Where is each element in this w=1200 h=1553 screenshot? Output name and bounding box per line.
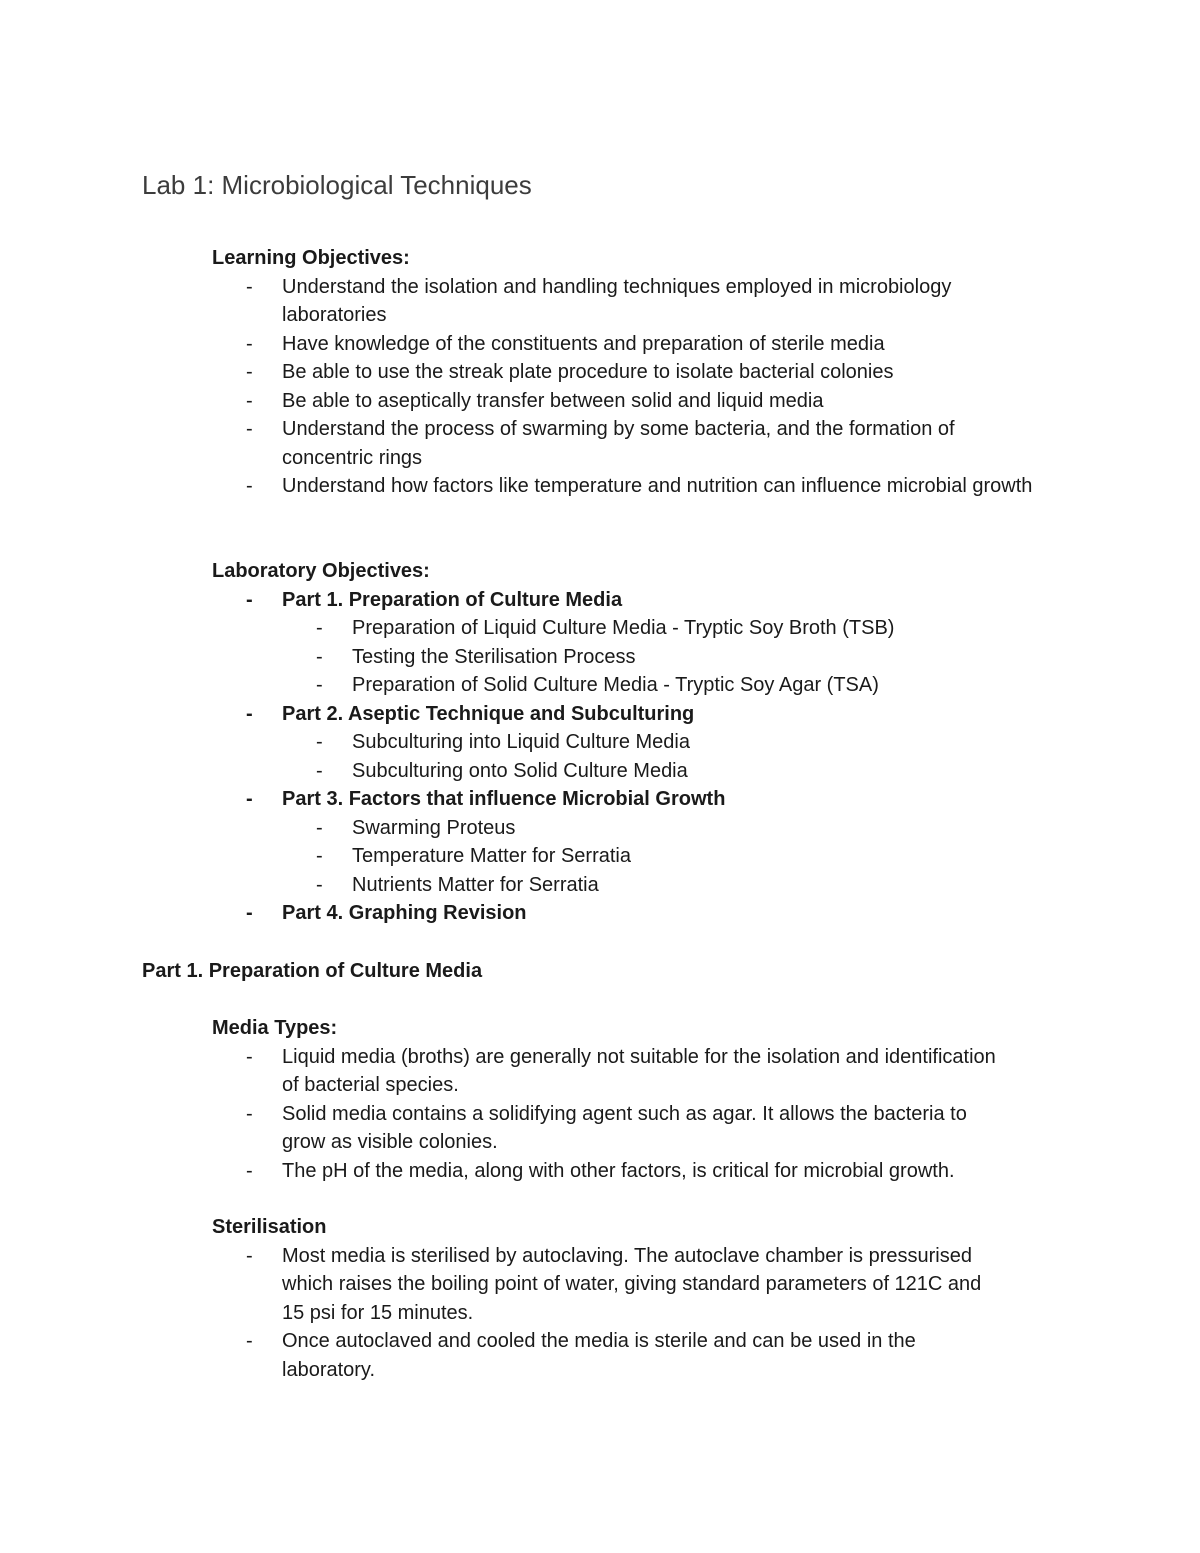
list-item: - Be able to use the streak plate procedure to isolate bacterial colonies [246,361,894,383]
list-item: - Subculturing into Liquid Culture Media [316,731,690,753]
lab-part-1: - Part 1. Preparation of Culture Media [246,588,623,611]
lab-part-label: Part 4. Graphing Revision [282,902,527,924]
learning-objectives-section [212,244,1062,501]
list-item: - Be able to aseptically transfer between solid and liquid media [246,389,824,412]
list-item: - The pH of the media, along with other factors, is critical for microbial growth. [246,1159,955,1182]
lab-part-3-items [212,814,1062,900]
document-title: Lab 1: Microbiological Techniques [142,170,532,200]
laboratory-objectives-section [212,557,1062,928]
list-item: - Solid media contains a solidifying agent such as agar. It allows the bacteria to grow as visible colonies. [246,1102,967,1153]
laboratory-parts-list [212,586,1062,615]
lab-part-label: Part 3. Factors that influence Microbial Growth [282,788,726,810]
list-item: - Testing the Sterilisation Process [316,645,636,668]
list-item: - Most media is sterilised by autoclaving. The autoclave chamber is pressurised which raises the boiling point of water, giving standard parameters of 121C and 15 psi for 15 minutes. [246,1244,982,1324]
media-types-heading: Media Types: [212,1017,338,1039]
lab-part-1-items [212,614,1062,700]
list-item: - Preparation of Solid Culture Media - Tryptic Soy Agar (TSA) [316,674,879,696]
sterilisation-section [212,1213,1092,1384]
learning-objectives-heading: Learning Objectives: [212,247,410,269]
list-item: - Have knowledge of the constituents and preparation of sterile media [246,332,885,355]
lab-part-2-list [212,700,1062,729]
list-item: - Understand the isolation and handling techniques employed in microbiology laboratories [246,275,952,326]
sterilisation-heading: Sterilisation [212,1216,327,1238]
list-item: - Understand how factors like temperature and nutrition can influence microbial growth [246,475,1033,497]
list-item: - Preparation of Liquid Culture Media - Tryptic Soy Broth (TSB) [316,617,895,639]
lab-part-label: Part 1. Preparation of Culture Media [282,588,623,611]
part1-section [142,957,482,986]
sterilisation-list [212,1242,1092,1385]
list-item: - Temperature Matter for Serratia [316,845,631,867]
media-types-section [212,1014,1092,1185]
lab-part-2: - Part 2. Aseptic Technique and Subculturing [246,702,695,725]
list-item: - Liquid media (broths) are generally not suitable for the isolation and identification of bacterial species. [246,1045,996,1096]
lab-part-2-items [212,728,1062,785]
lab-part-label: Part 2. Aseptic Technique and Subculturing [282,702,695,725]
lab-part-3: - Part 3. Factors that influence Microbial Growth [246,788,726,810]
list-item: - Understand the process of swarming by some bacteria, and the formation of concentric rings [246,418,955,469]
learning-objectives-list [0,273,1062,501]
list-item: - Subculturing onto Solid Culture Media [316,759,688,782]
laboratory-objectives-heading: Laboratory Objectives: [212,560,430,582]
list-item: - Nutrients Matter for Serratia [316,873,599,896]
lab-part-4: - Part 4. Graphing Revision [246,902,527,924]
lab-part-4-list [212,899,1062,928]
media-types-list [212,1043,1092,1186]
list-item: - Once autoclaved and cooled the media is sterile and can be used in the laboratory. [246,1330,916,1381]
lab-part-3-list [212,785,1062,814]
list-item: - Swarming Proteus [316,816,516,839]
part1-heading: Part 1. Preparation of Culture Media [142,960,483,982]
